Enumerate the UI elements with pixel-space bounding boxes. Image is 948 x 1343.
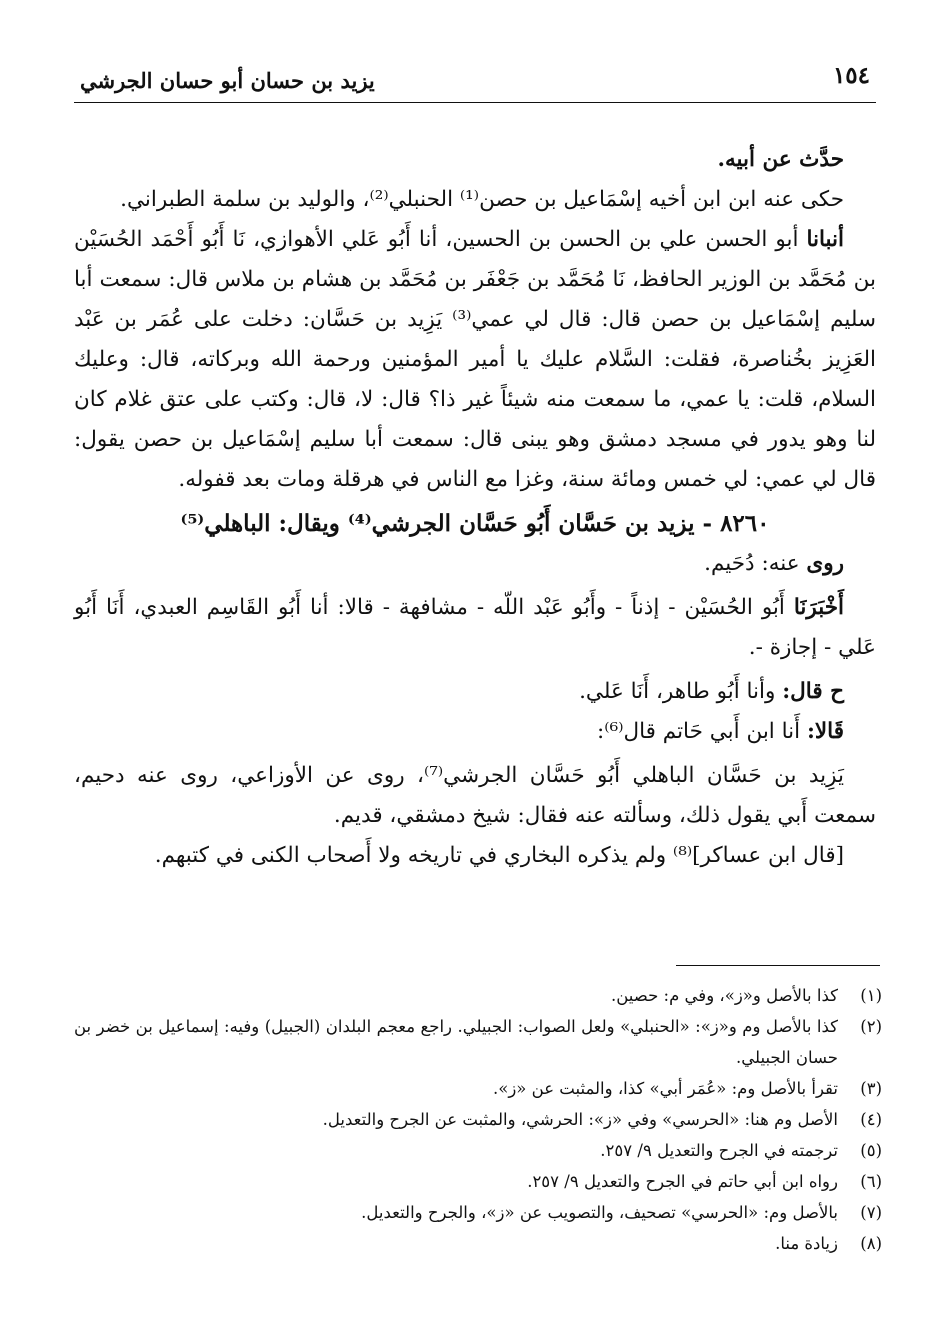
footnote-6	[74, 1166, 884, 1197]
footnotes	[74, 980, 884, 1259]
footnote-text: زيادة منا.	[775, 1234, 838, 1253]
footnote-7	[74, 1197, 884, 1228]
footnote-text: رواه ابن أبي حاتم في الجرح والتعديل ٩/ ٢٥٧.	[527, 1172, 838, 1191]
footnote-number: (٦)	[860, 1172, 882, 1191]
footnote-text: كذا بالأصل وم و«ز»: «الحنبلي» ولعل الصواب: الجبيلي. راجع معجم البلدان (الجبيل) وفيه: إسماعيل بن خضر بن حسان الجبيلي.	[74, 1017, 838, 1067]
page-header	[74, 56, 876, 103]
paragraph-ha-qal	[74, 672, 876, 712]
ha-qal-text: وأنا أَبُو طاهر، أَنَا عَلي.	[579, 679, 776, 704]
running-title: يزيد بن حسان أبو حسان الجرشي	[80, 68, 375, 93]
paragraph-narration: حدَّث عن أبيه.	[717, 147, 844, 172]
footnote-number: (٢)	[860, 1017, 882, 1036]
footnote-number: (٨)	[860, 1234, 882, 1253]
footnote-divider	[676, 965, 880, 966]
paragraph-isnad	[74, 220, 876, 500]
paragraph-narrated-by	[74, 544, 876, 584]
footnote-text: تقرأ بالأصل وم: «عُمَر أبي» كذا، والمثبت عن «ز».	[493, 1079, 838, 1098]
main-text	[74, 140, 876, 876]
paragraph-akhbarana	[74, 588, 876, 668]
page-number: ١٥٤	[832, 62, 870, 89]
footnote-text: ترجمته في الجرح والتعديل ٩/ ٢٥٧.	[600, 1141, 838, 1160]
footnote-4	[74, 1104, 884, 1135]
footnote-2	[74, 1011, 884, 1073]
footnote-text: كذا بالأصل و«ز»، وفي م: حصين.	[611, 986, 838, 1005]
qala-text: أَنا ابن أَبي حَاتم قال⁽⁶⁾:	[597, 719, 801, 744]
akhbarana-text: أَبُو الحُسَيْن - إذناً - وأَبُو عَبْد اللّه - مشافهة - قالا: أنا أَبُو القَاسِم العبدي، أَنَا أَبُو عَلي - إجازة -.	[74, 595, 876, 660]
footnote-text: بالأصل وم: «الحرسي» تصحيف، والتصويب عن «ز»، والجرح والتعديل.	[361, 1203, 838, 1222]
narrated-lead: روى	[806, 551, 844, 576]
entry-heading: ٨٢٦٠ - يزيد بن حَسَّان أَبُو حَسَّان الجرشي⁽⁴⁾ ويقال: الباهلي⁽⁵⁾	[180, 510, 770, 537]
paragraph-ibn-asakir: [قال ابن عساكر]⁽⁸⁾ ولم يذكره البخاري في تاريخه ولا أَصحاب الكنى في كتبهم.	[154, 843, 844, 868]
paragraph-transmitters: حكى عنه ابن ابن أخيه إسْمَاعيل بن حصن⁽¹⁾ الحنبلي⁽²⁾، والوليد بن سلمة الطبراني.	[120, 187, 844, 212]
footnote-1	[74, 980, 884, 1011]
footnote-3	[74, 1073, 884, 1104]
narrated-text: عنه: دُحَيم.	[704, 551, 800, 576]
footnote-number: (١)	[860, 986, 882, 1005]
footnote-number: (٥)	[860, 1141, 882, 1160]
footnote-number: (٣)	[860, 1079, 882, 1098]
ha-qal-lead: ح قال:	[782, 679, 844, 704]
footnote-8	[74, 1228, 884, 1259]
footnote-5	[74, 1135, 884, 1166]
footnote-number: (٧)	[860, 1203, 882, 1222]
footnote-number: (٤)	[860, 1110, 882, 1129]
isnad-lead: أنبانا	[806, 227, 844, 252]
paragraph-biography: يَزِيد بن حَسَّان الباهلي أَبُو حَسَّان الجرشي⁽⁷⁾، روى عن الأوزاعي، روى عنه دحيم، سمعت أَبي يقول ذلك، وسألته عنه فقال: شيخ دمشقي، قديم.	[74, 763, 876, 828]
qala-lead: قَالا:	[806, 719, 844, 744]
akhbarana-lead: أَخْبَرَنَا	[793, 595, 844, 620]
isnad-text: أبو الحسن علي بن الحسن بن الحسين، أنا أَبُو عَلي الأهوازي، نَا أَبُو أَحْمَد الحُسَيْن بن مُحَمَّد بن الوزير الحافظ، نَا مُحَمَّد بن جَعْفَر بن مُحَمَّد بن هشام بن ملاس قال: سمعت أبا سليم إسْمَاعيل بن حصن قال: قال لي عمي⁽³⁾ يَزِيد بن حَسَّان: دخلت على عُمَر بن عَبْد العَزِيز بخُناصرة، فقلت: السَّلام عليك يا أمير المؤمنين ورحمة الله وبركاته، قال: وعليك السلام، قلت: يا عمي، ما سمعت منه شيئاً غير ذا؟ قال: لا، قال: وكتب على عتق غلام كان لنا وهو يدور في مسجد دمشق وهو يبنى قال: سمعت أبا سليم إسْمَاعيل بن حصن يقول: قال لي عمي: لي خمس ومائة سنة، وغزا مع الناس في هرقلة ومات بعد قفوله.	[74, 227, 876, 492]
footnote-text: الأصل وم هنا: «الحرسي» وفي «ز»: الحرشي، والمثبت عن الجرح والتعديل.	[322, 1110, 838, 1129]
paragraph-qala	[74, 712, 876, 752]
